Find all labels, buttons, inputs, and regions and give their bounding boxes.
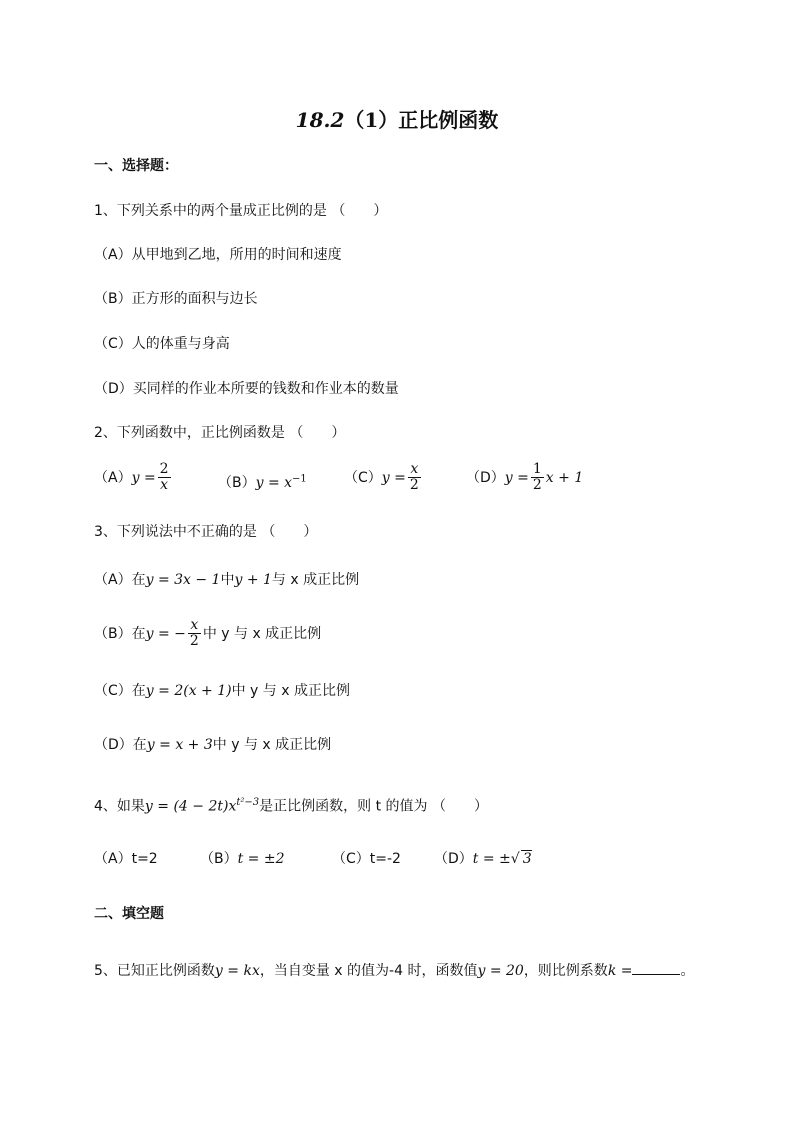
q4-option-a: （A）t=2 xyxy=(94,851,158,867)
q3-option-a: （A）在y = 3x − 1中y + 1与 x 成正比例 xyxy=(94,572,360,588)
title-number: 18.2 xyxy=(295,108,345,132)
q3-option-b: （B）在y = − $\frac{x}{2}$ 中 y 与 x 成正比例 xyxy=(94,617,322,650)
q3-option-c: （C）在y = 2(x + 1)中 y 与 x 成正比例 xyxy=(94,683,350,699)
fraction: $\frac{x}{2}$ xyxy=(189,617,199,650)
q3-stem: 3、下列说法中不正确的是 （ ） xyxy=(94,524,318,540)
q2-stem: 2、下列函数中，正比例函数是 （ ） xyxy=(94,425,346,441)
q4-option-d: （D）t = ±√ 3 xyxy=(434,851,532,867)
fraction: $\frac{x}{2}$ xyxy=(409,461,419,494)
q4-stem: 4、如果$y = (4 - 2t)x^{t^2-3}$是正比例函数，则 t 的值为 （ ） xyxy=(94,797,488,815)
q2-option-a: （A）y = $\frac{2}{x}$ xyxy=(94,461,169,494)
fraction: $\frac{2}{x}$ xyxy=(159,461,169,494)
q2-option-d: （D）y = $\frac{1}{2}$ x + 1 xyxy=(466,461,584,494)
q3-option-d: （D）在y = x + 3中 y 与 x 成正比例 xyxy=(94,737,332,753)
q4-option-b: （B）t = ±2 xyxy=(200,851,285,867)
q2-option-c: （C）y = $\frac{x}{2}$ xyxy=(344,461,419,494)
answer-blank[interactable] xyxy=(632,960,680,975)
sqrt-symbol: √ xyxy=(510,851,520,867)
q1-option-a: （A）从甲地到乙地，所用的时间和速度 xyxy=(94,247,342,263)
fraction: $\frac{1}{2}$ xyxy=(532,461,542,494)
q1-option-b: （B）正方形的面积与边长 xyxy=(94,291,258,307)
page-title xyxy=(0,104,794,133)
title-text: （1）正比例函数 xyxy=(344,108,499,132)
q1-stem: 1、下列关系中的两个量成正比例的是 （ ） xyxy=(94,203,388,219)
q4-option-c: （C）t=-2 xyxy=(332,851,401,867)
q2-option-b: $(B)y = x^{-1}$ xyxy=(218,473,307,491)
q5-stem: 5、已知正比例函数y = kx，当自变量 x 的值为-4 时，函数值y = 20，则比例系数k = 。 xyxy=(94,960,694,981)
q1-option-c: （C）人的体重与身高 xyxy=(94,336,230,352)
section-heading-fill: 二、填空题 xyxy=(94,906,164,922)
section-heading-choice: 一、选择题： xyxy=(94,158,178,174)
q1-option-d: （D）买同样的作业本所要的钱数和作业本的数量 xyxy=(94,381,399,397)
